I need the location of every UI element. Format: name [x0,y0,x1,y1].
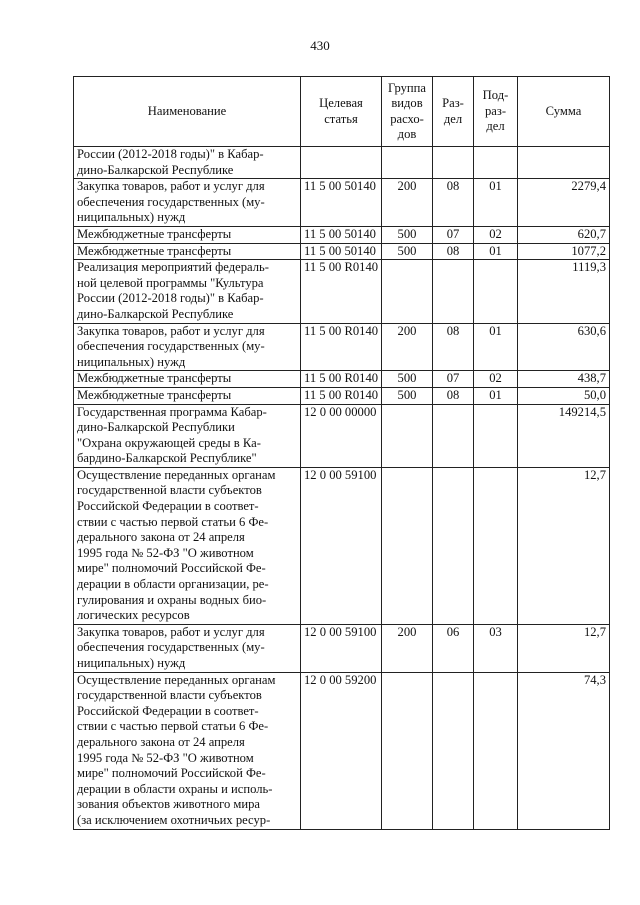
row-section: 06 [433,624,474,672]
row-expense-group [382,147,433,179]
row-subsection [474,467,518,624]
row-section [433,467,474,624]
header-expense-group: Группа видов расхо- дов [382,77,433,147]
header-target-article: Целевая статья [301,77,382,147]
row-name: Межбюджетные трансферты [74,371,301,388]
row-expense-group: 200 [382,624,433,672]
row-amount [518,147,610,179]
row-name: Закупка товаров, работ и услуг для обеспечения государственных (му- ниципальных) нужд [74,179,301,227]
row-section: 07 [433,226,474,243]
row-name: Государственная программа Кабар- дино-Балкарской Республики "Охрана окружающей среды в Ка- бардино-Балкарской Республике" [74,404,301,467]
row-amount: 2279,4 [518,179,610,227]
row-section: 07 [433,371,474,388]
row-expense-group: 500 [382,243,433,260]
row-amount: 438,7 [518,371,610,388]
row-subsection [474,672,518,829]
row-target-article: 11 5 00 50140 [301,243,382,260]
row-name: Осуществление переданных органам государственной власти субъектов Российской Федерации в соответ- ствии с частью первой статьи 6 Фе- дерального закона от 24 апреля 1995 года № 52-ФЗ "О животном мире" полномочий Российской Фе- дерации в области организации, ре- гулирования и охраны водных био- логических ресурсов [74,467,301,624]
row-section [433,404,474,467]
row-expense-group: 500 [382,371,433,388]
row-amount: 50,0 [518,387,610,404]
table-row [74,226,610,243]
row-name: Межбюджетные трансферты [74,226,301,243]
row-name: Межбюджетные трансферты [74,387,301,404]
table-header-row [74,77,610,147]
row-name: Закупка товаров, работ и услуг для обеспечения государственных (му- ниципальных) нужд [74,624,301,672]
table-row [74,404,610,467]
table-row [74,147,610,179]
header-section: Раз- дел [433,77,474,147]
row-amount: 12,7 [518,467,610,624]
row-amount: 12,7 [518,624,610,672]
row-name: России (2012-2018 годы)" в Кабар- дино-Балкарской Республике [74,147,301,179]
table-row [74,243,610,260]
row-target-article [301,147,382,179]
row-subsection: 01 [474,323,518,371]
row-amount: 620,7 [518,226,610,243]
row-amount: 630,6 [518,323,610,371]
row-section: 08 [433,179,474,227]
row-section: 08 [433,323,474,371]
row-expense-group [382,467,433,624]
table-row [74,323,610,371]
row-expense-group [382,672,433,829]
row-section: 08 [433,387,474,404]
row-subsection [474,260,518,323]
row-target-article: 12 0 00 59200 [301,672,382,829]
row-amount: 1077,2 [518,243,610,260]
header-name: Наименование [74,77,301,147]
row-subsection: 03 [474,624,518,672]
row-target-article: 11 5 00 R0140 [301,387,382,404]
row-subsection [474,147,518,179]
table-row [74,179,610,227]
row-section [433,260,474,323]
row-target-article: 12 0 00 59100 [301,624,382,672]
row-subsection: 01 [474,243,518,260]
row-expense-group: 200 [382,179,433,227]
row-target-article: 11 5 00 R0140 [301,260,382,323]
row-section [433,147,474,179]
row-target-article: 11 5 00 R0140 [301,371,382,388]
header-subsection: Под- раз- дел [474,77,518,147]
table-row [74,371,610,388]
row-subsection: 01 [474,387,518,404]
row-amount: 74,3 [518,672,610,829]
row-target-article: 12 0 00 59100 [301,467,382,624]
header-amount: Сумма [518,77,610,147]
row-expense-group: 500 [382,226,433,243]
page-number: 430 [310,38,330,53]
row-target-article: 11 5 00 50140 [301,179,382,227]
budget-table [73,76,610,830]
row-target-article: 11 5 00 R0140 [301,323,382,371]
table-row [74,624,610,672]
row-subsection: 02 [474,371,518,388]
row-subsection: 02 [474,226,518,243]
row-name: Межбюджетные трансферты [74,243,301,260]
table-row [74,467,610,624]
row-name: Реализация мероприятий федераль- ной целевой программы "Культура России (2012-2018 годы)" в Кабар- дино-Балкарской Республике [74,260,301,323]
row-expense-group [382,260,433,323]
row-amount: 1119,3 [518,260,610,323]
row-target-article: 12 0 00 00000 [301,404,382,467]
row-section [433,672,474,829]
row-target-article: 11 5 00 50140 [301,226,382,243]
table-row [74,672,610,829]
table-row [74,260,610,323]
table-row [74,387,610,404]
row-amount: 149214,5 [518,404,610,467]
row-expense-group: 500 [382,387,433,404]
row-subsection: 01 [474,179,518,227]
row-name: Осуществление переданных органам государственной власти субъектов Российской Федерации в соответ- ствии с частью первой статьи 6 Фе- дерального закона от 24 апреля 1995 года № 52-ФЗ "О животном мире" полномочий Российской Фе- дерации в области охраны и исполь- зования объектов животного мира (за исключением охотничьих ресур- [74,672,301,829]
row-expense-group: 200 [382,323,433,371]
row-expense-group [382,404,433,467]
row-name: Закупка товаров, работ и услуг для обеспечения государственных (му- ниципальных) нужд [74,323,301,371]
row-subsection [474,404,518,467]
row-section: 08 [433,243,474,260]
